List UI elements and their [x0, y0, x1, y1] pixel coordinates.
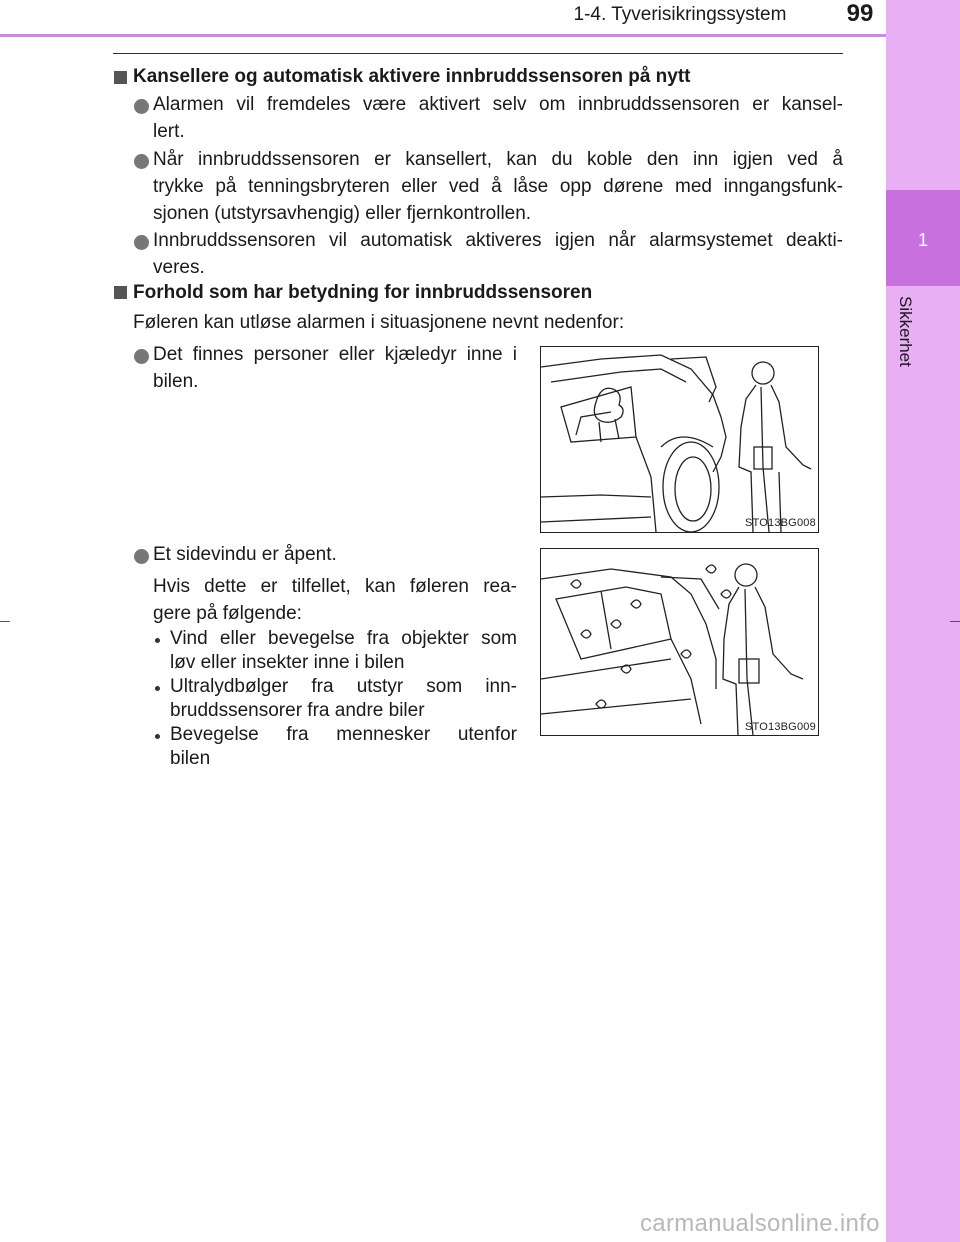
section2-intro: Føleren kan utløse alarmen i situasjonene nevnt nedenfor:	[133, 312, 625, 333]
round-bullet-icon	[134, 549, 149, 564]
figure-open-window	[540, 548, 819, 736]
list-bullet-icon	[155, 686, 160, 691]
round-bullet-icon	[134, 235, 149, 250]
section1-heading: Kansellere og automatisk aktivere innbruddssensoren på nytt	[133, 66, 691, 87]
header-rule	[0, 34, 886, 37]
chapter-sidebar	[886, 0, 960, 1242]
item2-sub: Hvis dette er tilfellet, kan føleren rea- gere på følgende:	[153, 576, 517, 624]
car-open-window-illustration	[541, 549, 818, 735]
item1-text: Det finnes personer eller kjæledyr inne i bilen.	[153, 344, 517, 392]
section1-bullet-2: Når innbruddssensoren er kansellert, kan du koble den inn igjen ved å trykke på tenningsbryteren eller ved å låse opp dørene med inngangsfunk- sjonen (utstyrsavhengig) eller fjernkontrollen.	[153, 149, 843, 224]
section1-bullet-1: Alarmen vil fremdeles være aktivert selv om innbruddssensoren er kansel- lert.	[153, 94, 843, 142]
chapter-title: Sikkerhet	[896, 296, 915, 367]
figure-code: STO13BG009	[745, 721, 816, 733]
round-bullet-icon	[134, 154, 149, 169]
item2-list-3: Bevegelse fra mennesker utenfor bilen	[170, 724, 517, 769]
round-bullet-icon	[134, 99, 149, 114]
site-watermark: carmanualsonline.info	[640, 1210, 880, 1237]
chapter-label	[893, 296, 923, 396]
section2-heading: Forhold som har betydning for innbruddssensoren	[133, 282, 593, 303]
square-bullet-icon	[114, 71, 127, 84]
crop-mark	[0, 621, 10, 622]
round-bullet-icon	[134, 349, 149, 364]
figure-code: STO13BG008	[745, 517, 816, 529]
crop-mark	[950, 621, 960, 622]
list-bullet-icon	[155, 734, 160, 739]
item2-list-1: Vind eller bevegelse fra objekter som løv eller insekter inne i bilen	[170, 628, 517, 673]
section-title: 1-4. Tyverisikringssystem	[573, 4, 787, 25]
car-with-dog-illustration	[541, 347, 818, 532]
content-top-rule	[113, 53, 843, 54]
figure-pet-in-car	[540, 346, 819, 533]
item2-list-2: Ultralydbølger fra utstyr som inn- bruddssensorer fra andre biler	[170, 676, 517, 721]
chapter-number: 1	[917, 230, 928, 250]
list-bullet-icon	[155, 638, 160, 643]
square-bullet-icon	[114, 286, 127, 299]
section1-bullet-3: Innbruddssensoren vil automatisk aktiveres igjen når alarmsystemet deakti- veres.	[153, 230, 843, 278]
page-number: 99	[846, 0, 874, 27]
item2-lead: Et sidevindu er åpent.	[153, 544, 337, 565]
